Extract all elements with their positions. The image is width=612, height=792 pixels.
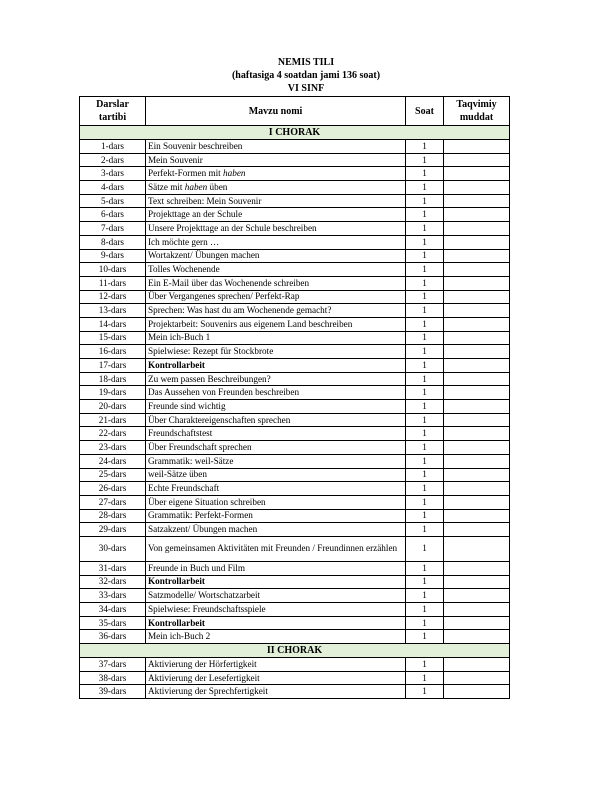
calendar-date-cell <box>444 454 510 468</box>
lesson-number-cell: 1-dars <box>80 140 146 154</box>
topic-cell: Aktivierung der Sprechfertigkeit <box>146 685 406 699</box>
topic-cell: Über Vergangenes sprechen/ Perfekt-Rap <box>146 290 406 304</box>
hours-cell: 1 <box>406 685 444 699</box>
lesson-number-cell: 26-dars <box>80 482 146 496</box>
calendar-date-cell <box>444 181 510 195</box>
lesson-plan-table <box>79 96 510 699</box>
calendar-date-cell <box>444 276 510 290</box>
hours-cell: 1 <box>406 222 444 236</box>
hours-cell: 1 <box>406 413 444 427</box>
hours-cell: 1 <box>406 589 444 603</box>
calendar-date-cell <box>444 263 510 277</box>
topic-cell: Freunde in Buch und Film <box>146 561 406 575</box>
topic-cell: Projekttage an der Schule <box>146 208 406 222</box>
topic-cell: Ich möchte gern … <box>146 235 406 249</box>
calendar-date-cell <box>444 345 510 359</box>
topic-cell: Mein Souvenir <box>146 153 406 167</box>
topic-cell: Kontrollarbeit <box>146 575 406 589</box>
lesson-number-cell: 17-dars <box>80 359 146 373</box>
calendar-date-cell <box>444 372 510 386</box>
calendar-date-cell <box>444 208 510 222</box>
table-row <box>80 331 510 345</box>
lesson-number-cell: 29-dars <box>80 523 146 537</box>
calendar-date-cell <box>444 290 510 304</box>
lesson-number-cell: 19-dars <box>80 386 146 400</box>
calendar-date-cell <box>444 685 510 699</box>
table-row <box>80 345 510 359</box>
lesson-number-cell: 25-dars <box>80 468 146 482</box>
lesson-number-cell: 9-dars <box>80 249 146 263</box>
lesson-number-cell: 31-dars <box>80 561 146 575</box>
calendar-date-cell <box>444 235 510 249</box>
lesson-number-cell: 14-dars <box>80 317 146 331</box>
table-row <box>80 441 510 455</box>
lesson-number-cell: 16-dars <box>80 345 146 359</box>
table-row <box>80 575 510 589</box>
table-row <box>80 304 510 318</box>
table-row <box>80 561 510 575</box>
hours-cell: 1 <box>406 263 444 277</box>
hours-cell: 1 <box>406 235 444 249</box>
topic-cell: Über Freundschaft sprechen <box>146 441 406 455</box>
calendar-date-cell <box>444 317 510 331</box>
topic-cell: Ein E-Mail über das Wochenende schreiben <box>146 276 406 290</box>
calendar-date-cell <box>444 658 510 672</box>
topic-cell: Grammatik: weil-Sätze <box>146 454 406 468</box>
lesson-number-cell: 20-dars <box>80 400 146 414</box>
hours-cell: 1 <box>406 372 444 386</box>
table-row <box>80 222 510 236</box>
calendar-date-cell <box>444 536 510 561</box>
table-row <box>80 208 510 222</box>
table-row <box>80 523 510 537</box>
table-row <box>80 658 510 672</box>
calendar-date-cell <box>444 413 510 427</box>
table-row <box>80 153 510 167</box>
hours-cell: 1 <box>406 290 444 304</box>
topic-cell: Zu wem passen Beschreibungen? <box>146 372 406 386</box>
lesson-number-cell: 38-dars <box>80 671 146 685</box>
calendar-date-cell <box>444 359 510 373</box>
hours-cell: 1 <box>406 276 444 290</box>
hours-cell: 1 <box>406 249 444 263</box>
calendar-date-cell <box>444 331 510 345</box>
hours-cell: 1 <box>406 616 444 630</box>
calendar-date-cell <box>444 441 510 455</box>
table-row <box>80 427 510 441</box>
calendar-date-cell <box>444 589 510 603</box>
column-header-topic: Mavzu nomi <box>146 97 406 126</box>
table-row <box>80 671 510 685</box>
hours-cell: 1 <box>406 208 444 222</box>
table-row <box>80 235 510 249</box>
hours-cell: 1 <box>406 536 444 561</box>
topic-cell: Über eigene Situation schreiben <box>146 495 406 509</box>
hours-cell: 1 <box>406 671 444 685</box>
topic-cell: Aktivierung der Lesefertigkeit <box>146 671 406 685</box>
calendar-date-cell <box>444 482 510 496</box>
lesson-number-cell: 39-dars <box>80 685 146 699</box>
topic-cell: Satzakzent/ Übungen machen <box>146 523 406 537</box>
lesson-number-cell: 10-dars <box>80 263 146 277</box>
table-row <box>80 263 510 277</box>
table-row <box>80 276 510 290</box>
hours-cell: 1 <box>406 509 444 523</box>
lesson-number-cell: 30-dars <box>80 536 146 561</box>
table-row <box>80 194 510 208</box>
hours-cell: 1 <box>406 304 444 318</box>
lesson-number-cell: 34-dars <box>80 603 146 617</box>
hours-cell: 1 <box>406 153 444 167</box>
lesson-number-cell: 5-dars <box>80 194 146 208</box>
table-row <box>80 509 510 523</box>
topic-cell: Grammatik: Perfekt-Formen <box>146 509 406 523</box>
lesson-number-cell: 4-dars <box>80 181 146 195</box>
topic-cell: weil-Sätze üben <box>146 468 406 482</box>
column-header-lesson-order: Darslar tartibi <box>80 97 146 126</box>
calendar-date-cell <box>444 167 510 181</box>
table-row <box>80 482 510 496</box>
topic-cell: Mein ich-Buch 1 <box>146 331 406 345</box>
calendar-date-cell <box>444 304 510 318</box>
table-row <box>80 616 510 630</box>
table-row <box>80 290 510 304</box>
lesson-number-cell: 28-dars <box>80 509 146 523</box>
hours-cell: 1 <box>406 561 444 575</box>
hours-cell: 1 <box>406 482 444 496</box>
topic-cell: Satzmodelle/ Wortschatzarbeit <box>146 589 406 603</box>
lesson-number-cell: 27-dars <box>80 495 146 509</box>
calendar-date-cell <box>444 468 510 482</box>
quarter-header-row <box>80 644 510 658</box>
topic-cell: Freundschaftstest <box>146 427 406 441</box>
calendar-date-cell <box>444 222 510 236</box>
quarter-label: I CHORAK <box>80 126 510 140</box>
topic-cell: Ein Souvenir beschreiben <box>146 140 406 154</box>
table-row <box>80 685 510 699</box>
title-block <box>0 56 612 95</box>
lesson-number-cell: 8-dars <box>80 235 146 249</box>
calendar-date-cell <box>444 495 510 509</box>
hours-cell: 1 <box>406 427 444 441</box>
table-row <box>80 630 510 644</box>
hours-cell: 1 <box>406 658 444 672</box>
table-row <box>80 495 510 509</box>
topic-cell: Text schreiben: Mein Souvenir <box>146 194 406 208</box>
column-header-calendar-date: Taqvimiy muddat <box>444 97 510 126</box>
table-row <box>80 536 510 561</box>
lesson-number-cell: 6-dars <box>80 208 146 222</box>
lesson-number-cell: 22-dars <box>80 427 146 441</box>
column-header-hours: Soat <box>406 97 444 126</box>
table-row <box>80 454 510 468</box>
lesson-number-cell: 15-dars <box>80 331 146 345</box>
topic-cell: Kontrollarbeit <box>146 616 406 630</box>
quarter-header-row <box>80 126 510 140</box>
topic-cell: Perfekt-Formen mit haben <box>146 167 406 181</box>
calendar-date-cell <box>444 575 510 589</box>
topic-cell: Tolles Wochenende <box>146 263 406 277</box>
hours-cell: 1 <box>406 317 444 331</box>
calendar-date-cell <box>444 603 510 617</box>
calendar-date-cell <box>444 509 510 523</box>
calendar-date-cell <box>444 386 510 400</box>
lesson-number-cell: 12-dars <box>80 290 146 304</box>
hours-subtitle: (haftasiga 4 soatdan jami 136 soat) <box>231 70 381 81</box>
lesson-number-cell: 3-dars <box>80 167 146 181</box>
topic-cell: Spielwiese: Rezept für Stockbrote <box>146 345 406 359</box>
calendar-date-cell <box>444 561 510 575</box>
calendar-date-cell <box>444 427 510 441</box>
lesson-number-cell: 24-dars <box>80 454 146 468</box>
table-row <box>80 317 510 331</box>
hours-cell: 1 <box>406 523 444 537</box>
hours-cell: 1 <box>406 603 444 617</box>
topic-cell: Von gemeinsamen Aktivitäten mit Freunden / Freundinnen erzählen <box>146 536 406 561</box>
lesson-number-cell: 7-dars <box>80 222 146 236</box>
topic-cell: Sätze mit haben üben <box>146 181 406 195</box>
hours-cell: 1 <box>406 386 444 400</box>
topic-cell: Wortakzent/ Übungen machen <box>146 249 406 263</box>
grade-title: VI SINF <box>287 83 325 94</box>
lesson-number-cell: 37-dars <box>80 658 146 672</box>
lesson-number-cell: 32-dars <box>80 575 146 589</box>
calendar-date-cell <box>444 153 510 167</box>
topic-cell: Spielwiese: Freundschaftsspiele <box>146 603 406 617</box>
calendar-date-cell <box>444 671 510 685</box>
lesson-number-cell: 11-dars <box>80 276 146 290</box>
quarter-label: II CHORAK <box>80 644 510 658</box>
lesson-number-cell: 33-dars <box>80 589 146 603</box>
topic-cell: Kontrollarbeit <box>146 359 406 373</box>
lesson-number-cell: 36-dars <box>80 630 146 644</box>
hours-cell: 1 <box>406 345 444 359</box>
hours-cell: 1 <box>406 181 444 195</box>
topic-cell: Projektarbeit: Souvenirs aus eigenem Land beschreiben <box>146 317 406 331</box>
topic-cell: Freunde sind wichtig <box>146 400 406 414</box>
hours-cell: 1 <box>406 468 444 482</box>
table-row <box>80 167 510 181</box>
table-row <box>80 400 510 414</box>
hours-cell: 1 <box>406 495 444 509</box>
hours-cell: 1 <box>406 194 444 208</box>
hours-cell: 1 <box>406 454 444 468</box>
table-header-row <box>80 97 510 126</box>
hours-cell: 1 <box>406 359 444 373</box>
subject-title: NEMIS TILI <box>277 57 335 68</box>
table-row <box>80 249 510 263</box>
topic-cell: Über Charaktereigenschaften sprechen <box>146 413 406 427</box>
hours-cell: 1 <box>406 630 444 644</box>
topic-cell: Mein ich-Buch 2 <box>146 630 406 644</box>
table-row <box>80 140 510 154</box>
calendar-date-cell <box>444 630 510 644</box>
lesson-number-cell: 18-dars <box>80 372 146 386</box>
calendar-date-cell <box>444 194 510 208</box>
calendar-date-cell <box>444 249 510 263</box>
topic-cell: Das Aussehen von Freunden beschreiben <box>146 386 406 400</box>
table-row <box>80 589 510 603</box>
topic-cell: Echte Freundschaft <box>146 482 406 496</box>
hours-cell: 1 <box>406 575 444 589</box>
table-row <box>80 386 510 400</box>
lesson-number-cell: 13-dars <box>80 304 146 318</box>
lesson-number-cell: 21-dars <box>80 413 146 427</box>
hours-cell: 1 <box>406 167 444 181</box>
calendar-date-cell <box>444 400 510 414</box>
topic-cell: Aktivierung der Hörfertigkeit <box>146 658 406 672</box>
table-row <box>80 181 510 195</box>
table-row <box>80 359 510 373</box>
lesson-number-cell: 2-dars <box>80 153 146 167</box>
calendar-date-cell <box>444 616 510 630</box>
hours-cell: 1 <box>406 140 444 154</box>
hours-cell: 1 <box>406 441 444 455</box>
calendar-date-cell <box>444 140 510 154</box>
calendar-date-cell <box>444 523 510 537</box>
hours-cell: 1 <box>406 331 444 345</box>
hours-cell: 1 <box>406 400 444 414</box>
lesson-number-cell: 35-dars <box>80 616 146 630</box>
topic-cell: Unsere Projekttage an der Schule beschreiben <box>146 222 406 236</box>
table-row <box>80 413 510 427</box>
table-row <box>80 603 510 617</box>
lesson-number-cell: 23-dars <box>80 441 146 455</box>
table-body <box>80 126 510 699</box>
table-row <box>80 468 510 482</box>
topic-cell: Sprechen: Was hast du am Wochenende gemacht? <box>146 304 406 318</box>
table-row <box>80 372 510 386</box>
